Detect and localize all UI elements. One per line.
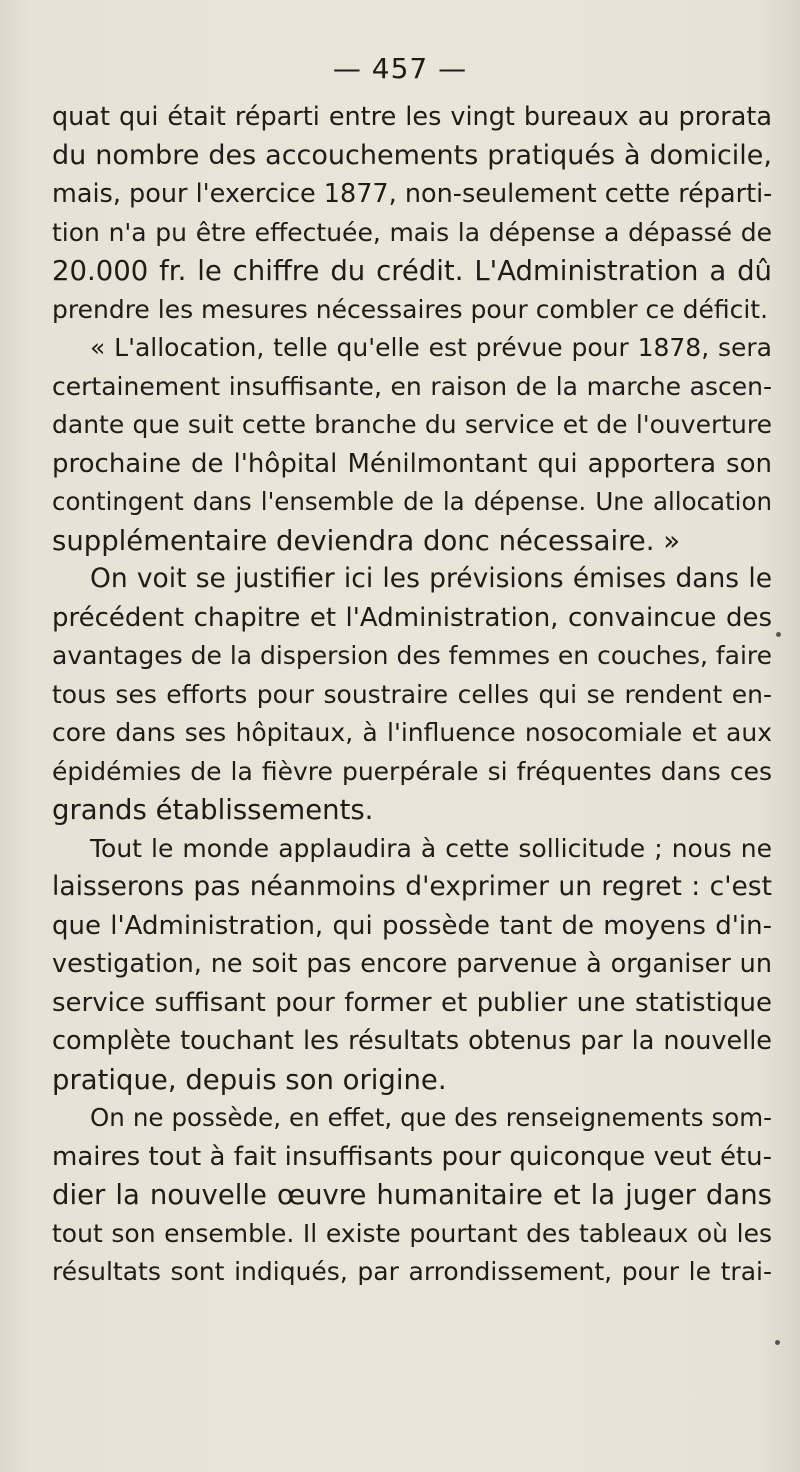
text-line: complète touchant les résultats obtenus par la nouvelle: [52, 1026, 772, 1056]
text-line: service suffisant pour former et publier une statistique: [52, 987, 772, 1018]
text-line: du nombre des accouchements pratiqués à domicile,: [52, 139, 772, 171]
text-line: 20.000 fr. le chiffre du crédit. L'Administration a dû: [52, 255, 772, 287]
text-line: vestigation, ne soit pas encore parvenue à organiser un: [52, 949, 772, 979]
text-line: avantages de la dispersion des femmes en couches, faire: [52, 641, 773, 670]
margin-dot: [776, 632, 781, 637]
page-number: — 457 —: [332, 52, 468, 85]
text-line: quat qui était réparti entre les vingt bureaux au prorata: [52, 102, 772, 132]
text-line: pratique, depuis son origine.: [52, 1063, 447, 1096]
text-line: prendre les mesures nécessaires pour combler ce déficit.: [52, 294, 769, 324]
text-line: On voit se justifier ici les prévisions émises dans le: [90, 563, 772, 594]
text-line: précédent chapitre et l'Administration, convaincue des: [52, 602, 772, 633]
text-line: maires tout à fait insuffisants pour quiconque veut étu-: [52, 1141, 772, 1172]
margin-dot: [775, 1340, 780, 1345]
text-line: grands établissements.: [52, 794, 374, 826]
text-line: « L'allocation, telle qu'elle est prévue pour 1878, sera: [90, 333, 772, 362]
body-text: [52, 98, 772, 1292]
text-line: dante que suit cette branche du service et de l'ouverture: [52, 410, 772, 439]
text-line: contingent dans l'ensemble de la dépense. Une allocation: [52, 487, 772, 516]
text-line: supplémentaire deviendra donc nécessaire. »: [52, 524, 681, 557]
text-line: résultats sont indiqués, par arrondissement, pour le trai-: [52, 1257, 772, 1286]
text-line: laisserons pas néanmoins d'exprimer un regret : c'est: [52, 871, 772, 902]
text-line: mais, pour l'exercice 1877, non-seulement cette réparti-: [52, 179, 773, 209]
text-line: certainement insuffisante, en raison de la marche ascen-: [52, 371, 772, 401]
text-line: prochaine de l'hôpital Ménilmontant qui apportera son: [52, 448, 772, 479]
text-line: dier la nouvelle œuvre humanitaire et la juger dans: [52, 1179, 772, 1211]
text-line: tous ses efforts pour soustraire celles qui se rendent en-: [52, 679, 772, 709]
text-line: que l'Administration, qui possède tant de moyens d'in-: [52, 910, 772, 941]
text-line: Tout le monde applaudira à cette sollicitude ; nous ne: [90, 833, 772, 863]
text-line: épidémies de la fièvre puerpérale si fréquentes dans ces: [52, 756, 772, 786]
text-line: tion n'a pu être effectuée, mais la dépense a dépassé de: [52, 217, 772, 247]
text-line: tout son ensemble. Il existe pourtant des tableaux où les: [52, 1218, 772, 1248]
text-line: On ne possède, en effet, que des renseignements som-: [90, 1103, 772, 1132]
text-line: core dans ses hôpitaux, à l'influence nosocomiale et aux: [52, 718, 772, 747]
